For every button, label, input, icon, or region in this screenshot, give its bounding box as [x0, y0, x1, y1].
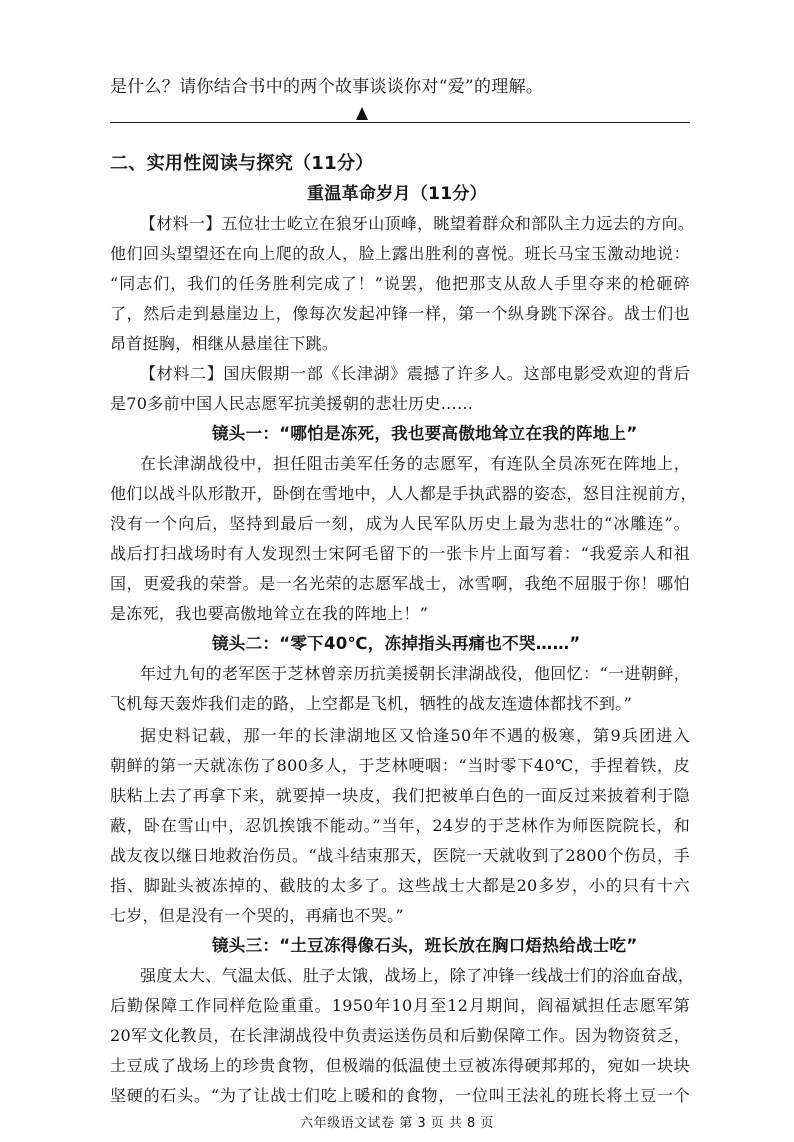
- shot1-line: 国，更爱我的荣誉。是一名光荣的志愿军战士，冰雪啊，我绝不屈服于你！哪怕: [110, 574, 690, 593]
- answer-triangle-marker: [356, 107, 368, 120]
- shot3-line: 20军文化教员，在长津湖战役中负责运送伤员和后勤保障工作。因为物资贫乏，: [110, 1026, 690, 1045]
- section-title: 二、实用性阅读与探究（11分）: [110, 153, 374, 174]
- shot3-line: 后勤保障工作同样危险重重。1950年10月至12月期间，阎福斌担任志愿军第: [110, 996, 690, 1015]
- material2-line: 【材料二】国庆假期一部《长津湖》震撼了许多人。这部电影受欢迎的背后: [140, 364, 690, 383]
- shot1-line: 在长津湖战役中，担任阻击美军任务的志愿军，有连队全员冻死在阵地上，: [140, 454, 690, 473]
- shot2-line: 年过九旬的老军医于芝林曾亲历抗美援朝长津湖战役，他回忆：“一进朝鲜，: [140, 664, 690, 683]
- shot2-line: 飞机每天轰炸我们走的路，上空都是飞机，牺牲的战友连遗体都找不到。”: [110, 694, 633, 713]
- shot3-heading: 镜头三：“土豆冻得像石头，班长放在胸口焐热给战士吃”: [212, 936, 638, 955]
- page-footer: 六年级语文试卷 第 3 页 共 8 页: [300, 1116, 494, 1131]
- shot2-line: 蔽，卧在雪山中，忍饥挨饿不能动。”当年，24岁的于芝林作为师医院院长，和: [110, 816, 690, 835]
- material1-line: 他们回头望望还在向上爬的敌人，脸上露出胜利的喜悦。班长马宝玉激动地说：: [110, 244, 690, 263]
- shot1-line: 没有一个向后，坚持到最后一刻，成为人民军队历史上最为悲壮的“冰雕连”。: [110, 514, 690, 533]
- shot1-line: 他们以战斗队形散开，卧倒在雪地中，人人都是手执武器的姿态，怒目注视前方，: [110, 484, 697, 503]
- shot2-line: 战友夜以继日地救治伤员。“战斗结束那天，医院一天就收到了2800个伤员，手: [110, 846, 690, 865]
- passage-title: 重温革命岁月（11分）: [307, 184, 487, 204]
- shot3-line: 坚硬的石头。“为了让战士们吃上暖和的食物，一位叫王法礼的班长将土豆一个: [110, 1086, 690, 1105]
- shot3-line: 强度太大、气温太低、肚子太饿，战场上，除了冲锋一线战士们的浴血奋战，: [140, 966, 695, 985]
- shot1-heading: 镜头一：“哪怕是冻死，我也要高傲地耸立在我的阵地上”: [212, 424, 638, 443]
- shot1-line: 是冻死，我也要高傲地耸立在我的阵地上！”: [110, 604, 429, 623]
- shot2-heading: 镜头二：“零下40℃，冻掉指头再痛也不哭……”: [212, 634, 581, 653]
- material1-line: 了，然后走到悬崖边上，像每次发起冲锋一样，第一个纵身跳下深谷。战士们也: [110, 304, 690, 323]
- question-tail: 是什么？请你结合书中的两个故事谈谈你对“爱”的理解。: [110, 77, 544, 97]
- shot2-line: 肤粘上去了再拿下来，就要掉一块皮，我们把被单白色的一面反过来披着利于隐: [110, 786, 690, 805]
- shot2-line: 七岁，但是没有一个哭的，再痛也不哭。”: [110, 906, 404, 925]
- answer-rule-line: [110, 122, 690, 123]
- material1-line: 【材料一】五位壮士屹立在狼牙山顶峰，眺望着群众和部队主力远去的方向。: [140, 214, 695, 233]
- shot2-line: 据史料记载，那一年的长津湖地区又恰逢50年不遇的极寒，第9兵团进入: [140, 726, 690, 745]
- shot1-line: 战后打扫战场时有人发现烈士宋阿毛留下的一张卡片上面写着：“我爱亲人和祖: [110, 544, 690, 563]
- shot2-line: 指、脚趾头被冻掉的、截肢的太多了。这些战士大都是20多岁，小的只有十六: [110, 876, 690, 895]
- shot3-line: 土豆成了战场上的珍贵食物，但极端的低温使土豆被冻得硬邦邦的，宛如一块块: [110, 1056, 690, 1075]
- material1-line: “同志们，我们的任务胜利完成了！”说罢，他把那支从敌人手里夺来的枪砸碎: [110, 274, 690, 293]
- material2-line: 是70多前中国人民志愿军抗美援朝的悲壮历史……: [110, 394, 474, 413]
- shot2-line: 朝鲜的第一天就冻伤了800多人，于芝林哽咽：“当时零下40℃，手捏着铁，皮: [110, 756, 690, 775]
- material1-line: 昂首挺胸，相继从悬崖往下跳。: [110, 334, 339, 353]
